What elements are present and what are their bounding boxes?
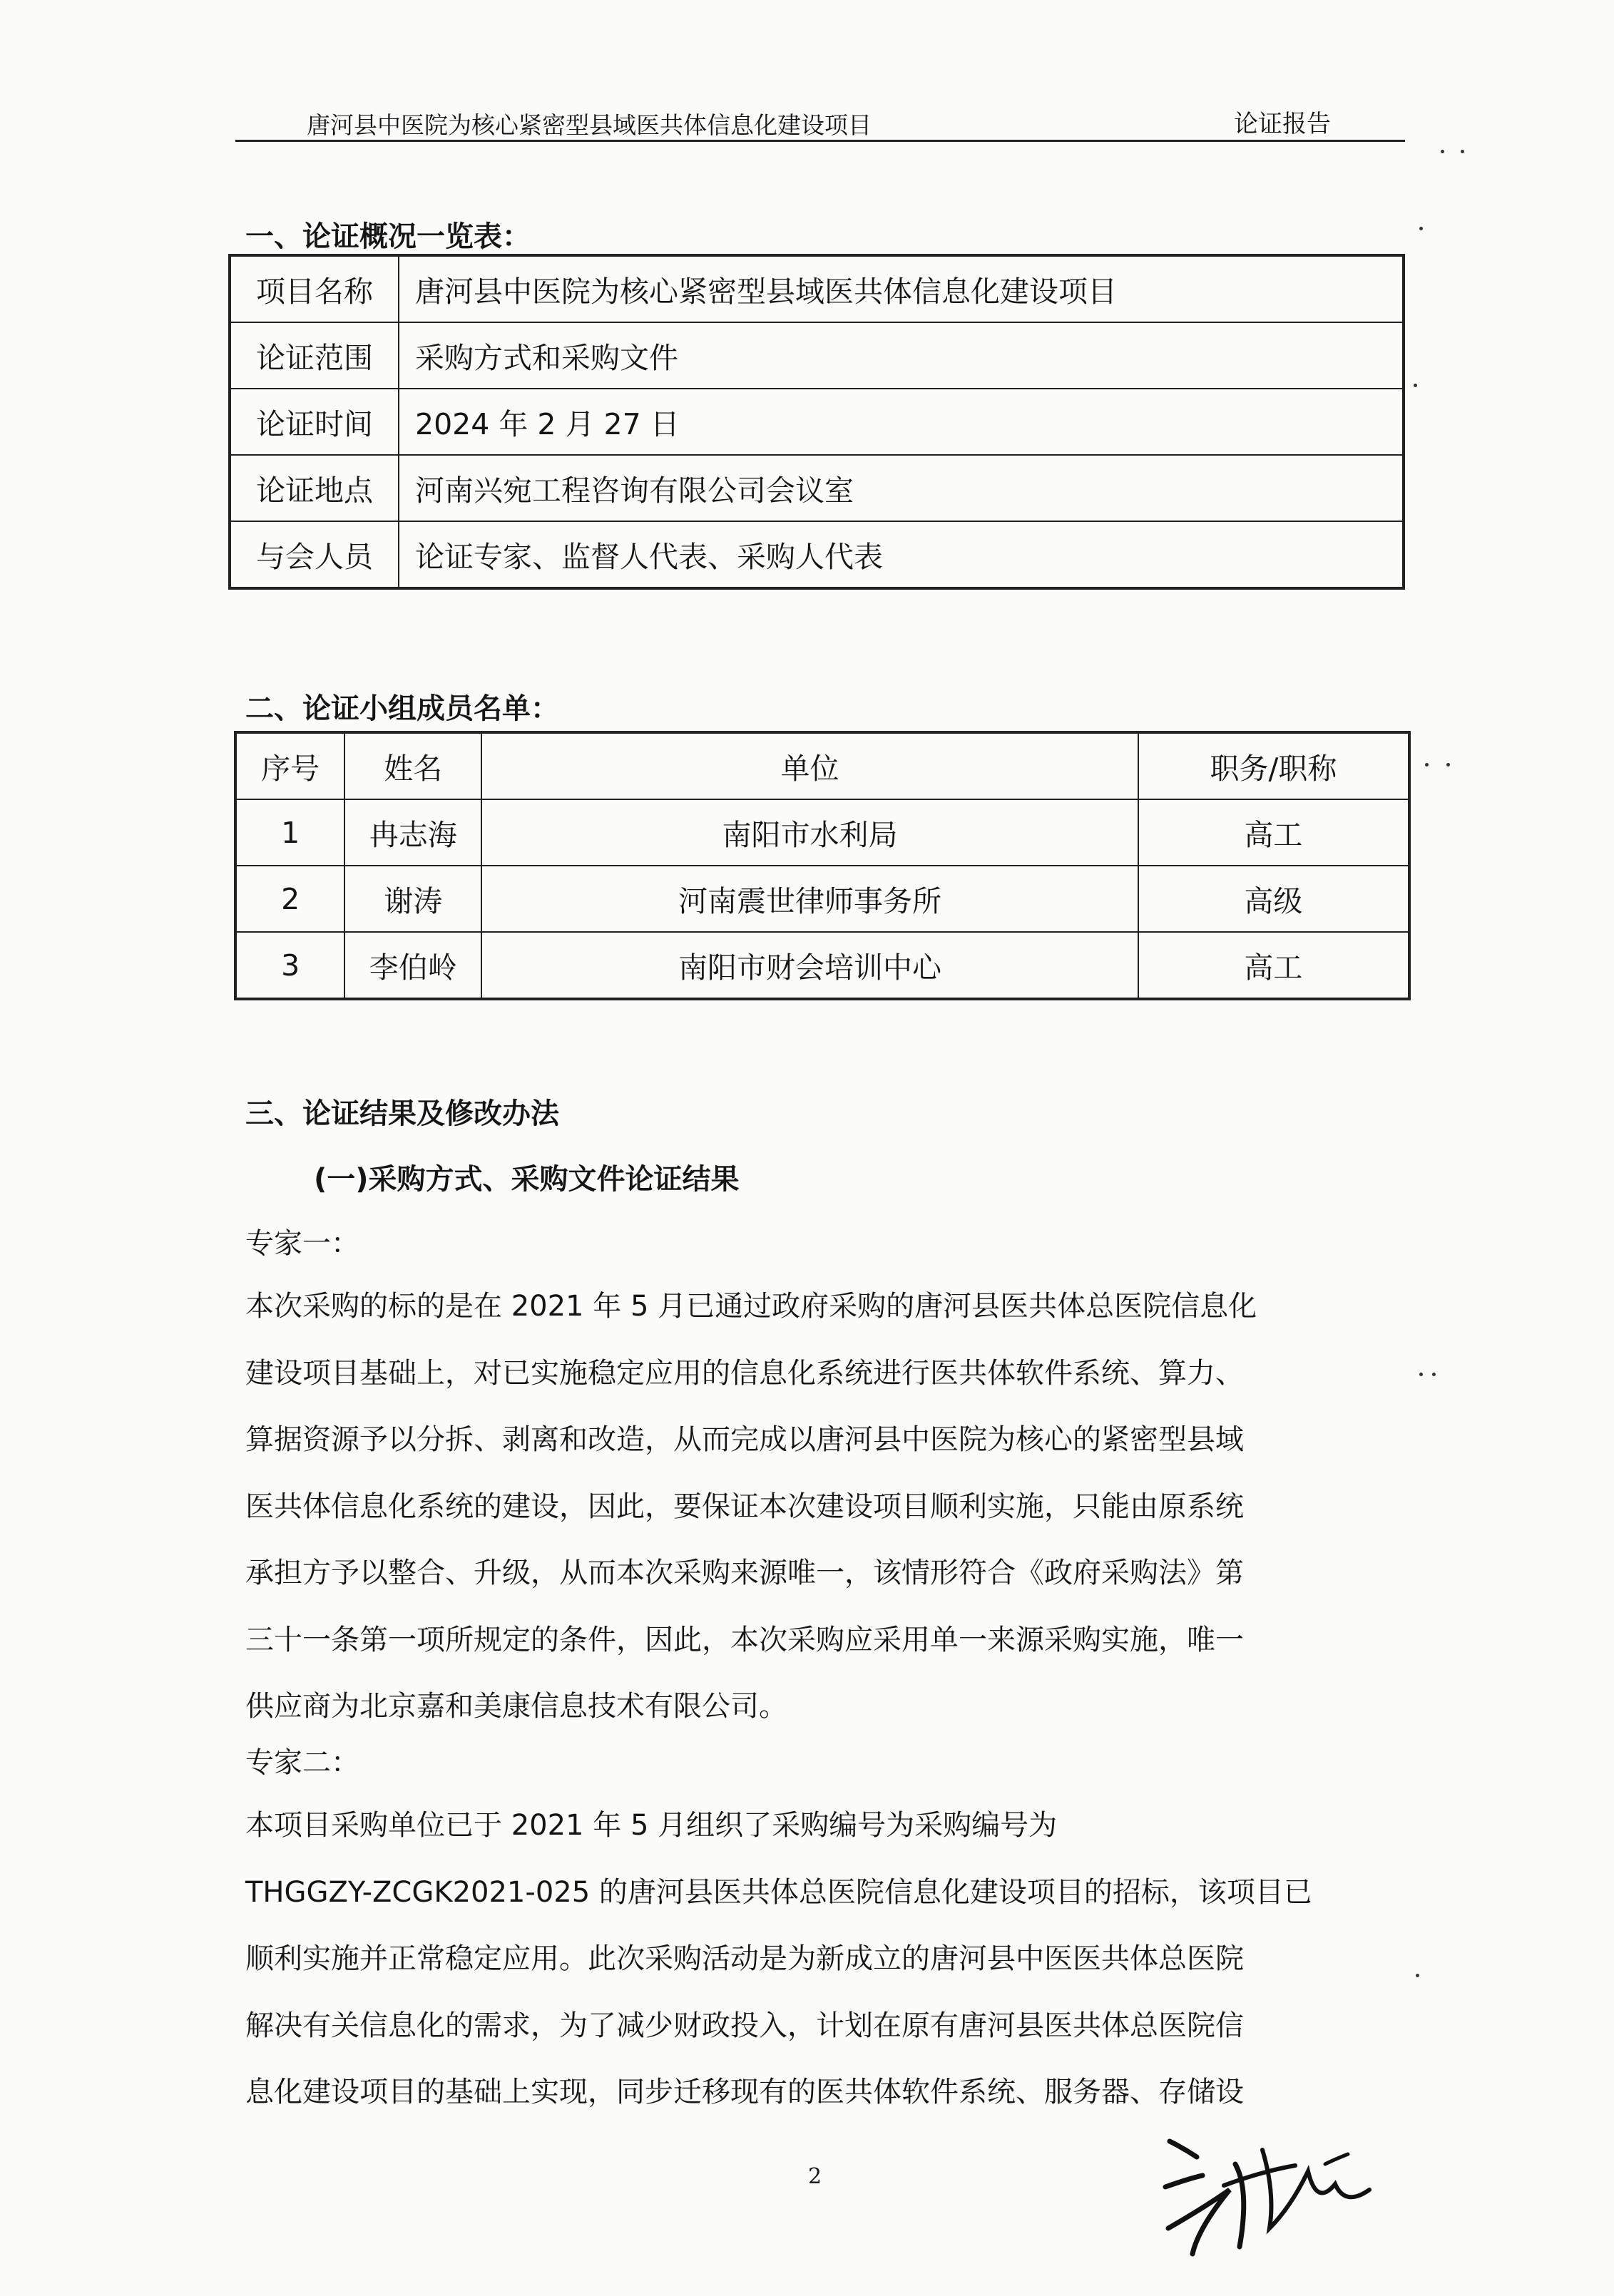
member-index: 1: [235, 799, 344, 866]
overview-key: 论证范围: [230, 322, 399, 389]
table-row: [230, 521, 1404, 588]
member-unit: 南阳市财会培训中心: [481, 932, 1138, 999]
column-header: 单位: [481, 732, 1138, 799]
paragraph-line: 医共体信息化系统的建设，因此，要保证本次建设项目顺利实施，只能由原系统: [245, 1490, 1244, 1523]
table-row: [230, 322, 1404, 389]
scan-speck: [1446, 763, 1450, 767]
scan-speck: [1432, 1373, 1436, 1376]
overview-value: 论证专家、监督人代表、采购人代表: [399, 521, 1404, 588]
table-row: [235, 799, 1409, 866]
column-header: 序号: [235, 732, 344, 799]
paragraph-line: 本项目采购单位已于 2021 年 5 月组织了采购编号为采购编号为: [245, 1809, 1058, 1842]
table-row: [230, 255, 1404, 322]
scan-speck: [1419, 1373, 1423, 1376]
overview-key: 论证时间: [230, 389, 399, 455]
section3-heading: 三、论证结果及修改办法: [245, 1097, 559, 1130]
paragraph-line: 建设项目基础上，对已实施稳定应用的信息化系统进行医共体软件系统、算力、: [245, 1356, 1244, 1390]
overview-key: 项目名称: [230, 255, 399, 322]
member-name: 冉志海: [344, 799, 481, 866]
scan-speck: [1441, 150, 1444, 153]
paragraph-line: 承担方予以整合、升级，从而本次采购来源唯一，该情形符合《政府采购法》第: [245, 1557, 1244, 1589]
member-unit: 南阳市水利局: [481, 799, 1138, 866]
header-document-type: 论证报告: [1234, 110, 1331, 138]
expert1-label: 专家一：: [245, 1227, 359, 1260]
member-unit: 河南震世律师事务所: [481, 866, 1138, 932]
table-row: [230, 455, 1404, 521]
section2-heading: 二、论证小组成员名单：: [245, 692, 559, 725]
column-header: 职务/职称: [1138, 732, 1409, 799]
paragraph-line: 顺利实施并正常稳定应用。此次采购活动是为新成立的唐河县中医医共体总医院: [245, 1942, 1244, 1975]
table-row: [230, 389, 1404, 455]
section3-subheading: (一)采购方式、采购文件论证结果: [314, 1163, 740, 1196]
expert1-paragraph: [245, 1273, 1401, 1741]
table-header-row: [235, 732, 1409, 799]
member-name: 李伯岭: [344, 932, 481, 999]
handwritten-signature: [1155, 2121, 1391, 2264]
overview-value: 采购方式和采购文件: [399, 322, 1404, 389]
paragraph-line: 三十一条第一项所规定的条件，因此，本次采购应采用单一来源采购实施，唯一: [245, 1623, 1244, 1656]
member-title: 高级: [1138, 866, 1409, 932]
column-header: 姓名: [344, 732, 481, 799]
paragraph-line: 本次采购的标的是在 2021 年 5 月已通过政府采购的唐河县医共体总医院信息化: [245, 1290, 1257, 1323]
overview-key: 论证地点: [230, 455, 399, 521]
paragraph-line: 解决有关信息化的需求，为了减少财政投入，计划在原有唐河县医共体总医院信: [245, 2009, 1244, 2042]
scan-speck: [1425, 763, 1429, 767]
header-divider: [235, 140, 1405, 142]
scan-speck: [1461, 150, 1464, 153]
expert2-label: 专家二：: [245, 1746, 359, 1779]
member-title: 高工: [1138, 799, 1409, 866]
scan-speck: [1414, 384, 1417, 387]
paragraph-line: 息化建设项目的基础上实现，同步迁移现有的医共体软件系统、服务器、存储设: [245, 2076, 1244, 2108]
section1-heading: 一、论证概况一览表：: [245, 220, 531, 253]
paragraph-line: 供应商为北京嘉和美康信息技术有限公司。: [245, 1690, 787, 1723]
overview-table: [228, 254, 1405, 590]
overview-value: 河南兴宛工程咨询有限公司会议室: [399, 455, 1404, 521]
overview-key: 与会人员: [230, 521, 399, 588]
member-index: 2: [235, 866, 344, 932]
scan-speck: [1416, 1974, 1419, 1977]
table-row: [235, 866, 1409, 932]
header-project-title: 唐河县中医院为核心紧密型县域医共体信息化建设项目: [307, 111, 872, 139]
scan-speck: [1419, 227, 1423, 230]
page-number: 2: [808, 2164, 822, 2189]
table-row: [235, 932, 1409, 999]
member-name: 谢涛: [344, 866, 481, 932]
paragraph-line: THGGZY-ZCGK2021-025 的唐河县医共体总医院信息化建设项目的招标，该项目已: [245, 1875, 1312, 1909]
overview-value: 唐河县中医院为核心紧密型县域医共体信息化建设项目: [399, 255, 1404, 322]
member-index: 3: [235, 932, 344, 999]
member-title: 高工: [1138, 932, 1409, 999]
members-table: [234, 731, 1411, 1000]
paragraph-line: 算据资源予以分拆、剥离和改造，从而完成以唐河县中医院为核心的紧密型县域: [245, 1423, 1244, 1456]
overview-value: 2024 年 2 月 27 日: [399, 389, 1404, 455]
expert2-paragraph: [245, 1793, 1401, 2126]
